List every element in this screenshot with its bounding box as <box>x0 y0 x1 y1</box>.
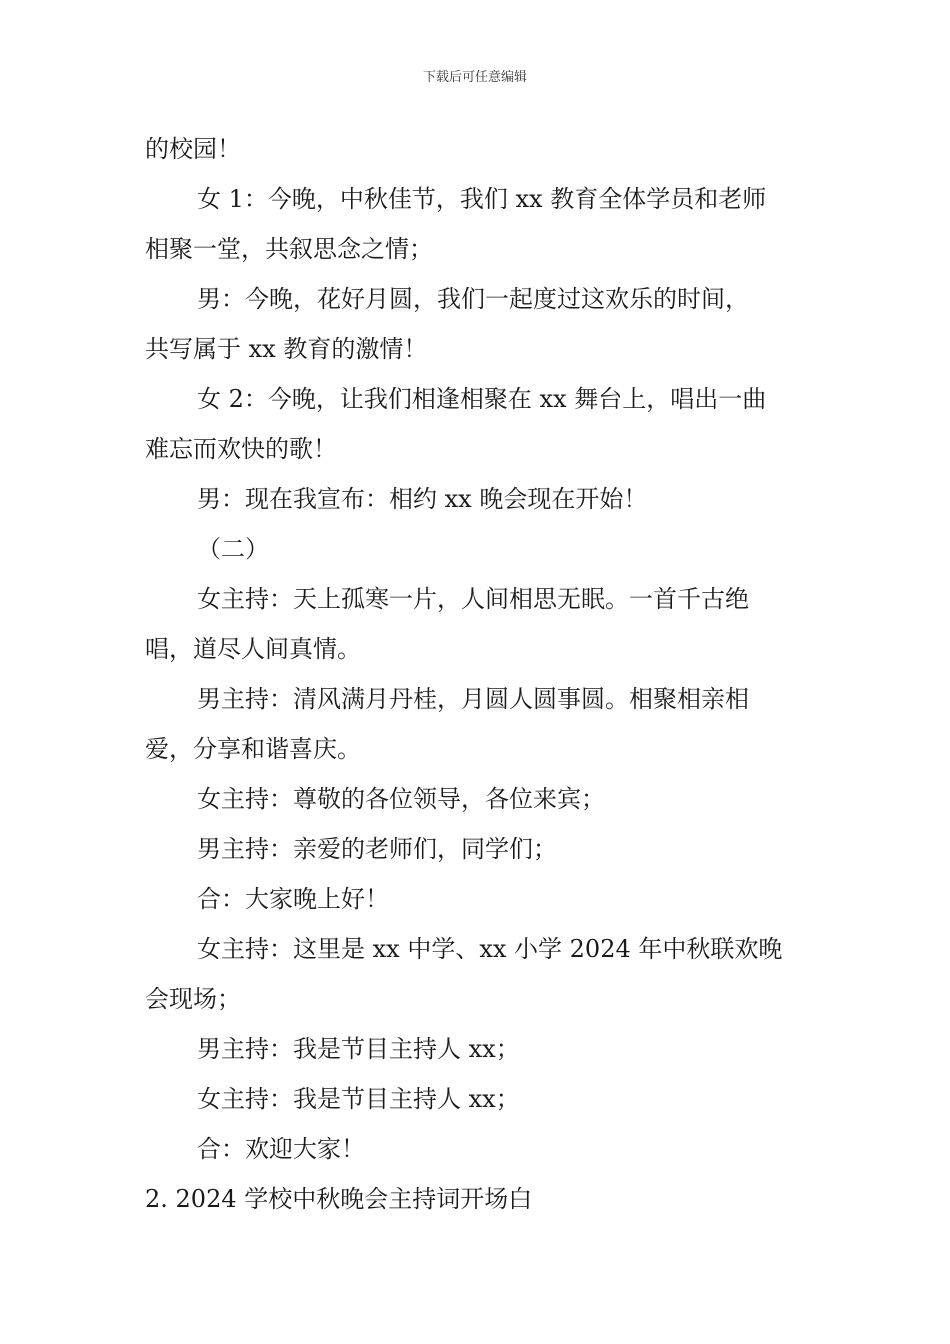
text-line: 男：今晚，花好月圆，我们一起度过这欢乐的时间， <box>197 285 749 313</box>
text-line: 的校园！ <box>145 135 241 163</box>
text-line: 女主持：这里是 xx 中学、xx 小学 2024 年中秋联欢晚 <box>197 935 783 963</box>
page-header: 下载后可任意编辑 <box>422 70 527 85</box>
document-body <box>145 124 810 1224</box>
text-line: 会现场； <box>145 985 241 1013</box>
text-line: 男：现在我宣布：相约 xx 晚会现在开始！ <box>197 485 648 513</box>
text-line: 女主持：天上孤寒一片，人间相思无眠。一首千古绝 <box>197 585 749 613</box>
text-line: 男主持：清风满月丹桂，月圆人圆事圆。相聚相亲相 <box>197 685 749 713</box>
text-line: 共写属于 xx 教育的激情！ <box>145 335 428 363</box>
text-line: 男主持：亲爱的老师们，同学们； <box>197 835 557 863</box>
text-line: 相聚一堂，共叙思念之情； <box>145 235 433 263</box>
text-line: 女主持：我是节目主持人 xx； <box>197 1085 520 1113</box>
text-line: 爱，分享和谐喜庆。 <box>145 735 361 763</box>
text-line: 难忘而欢快的歌！ <box>145 435 337 463</box>
text-line: 女 2：今晚，让我们相逢相聚在 xx 舞台上，唱出一曲 <box>197 385 767 413</box>
text-line: 女 1：今晚，中秋佳节，我们 xx 教育全体学员和老师 <box>197 185 767 213</box>
text-line: 唱，道尽人间真情。 <box>145 635 361 663</box>
text-line: （二） <box>197 535 269 563</box>
text-line: 合：大家晚上好！ <box>197 885 389 913</box>
text-line: 女主持：尊敬的各位领导，各位来宾； <box>197 785 605 813</box>
text-line: 2. 2024 学校中秋晚会主持词开场白 <box>145 1185 533 1213</box>
text-line: 合：欢迎大家！ <box>197 1135 365 1163</box>
text-line: 男主持：我是节目主持人 xx； <box>197 1035 520 1063</box>
